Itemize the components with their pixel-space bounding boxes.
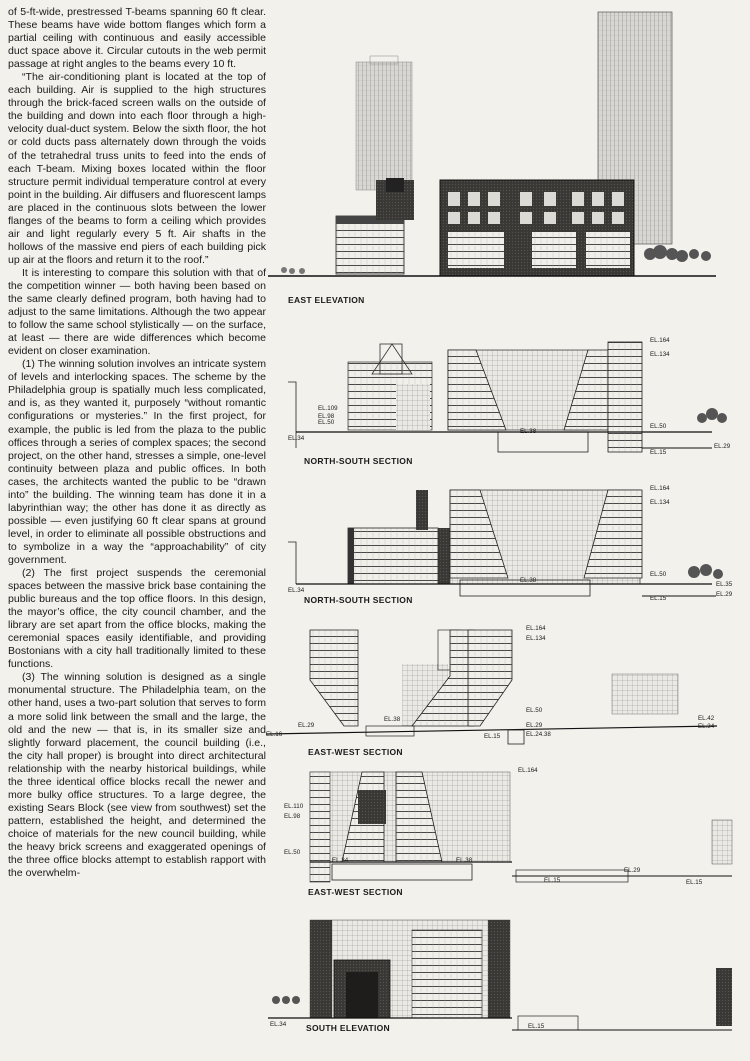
elevation-label: EL.50 xyxy=(318,419,335,426)
elevation-label: EL.15 xyxy=(484,733,501,740)
elevation-label: EL.164 xyxy=(526,625,546,632)
elevation-label: EL.34 xyxy=(332,857,349,864)
elevation-label: EL.164 xyxy=(650,337,670,344)
figure-caption: NORTH-SOUTH SECTION xyxy=(304,595,413,605)
elevation-label: EL.164 xyxy=(650,485,670,492)
article-text xyxy=(8,6,266,880)
elevation-label: EL.134 xyxy=(650,499,670,506)
south-elevation-drawing xyxy=(268,920,732,1033)
elevation-label: EL.134 xyxy=(650,351,670,358)
figure-caption: NORTH-SOUTH SECTION xyxy=(304,456,413,466)
elevation-label: EL.164 xyxy=(518,767,538,774)
elevation-label: EL.50 xyxy=(526,707,543,714)
elevation-label: EL.15 xyxy=(544,877,561,884)
elevation-label: EL.29 xyxy=(716,591,733,598)
elevation-label: EL.34 xyxy=(288,587,305,594)
elevation-label: EL.38 xyxy=(520,577,537,584)
elevation-label: EL.34 xyxy=(270,1021,287,1028)
elevation-label: EL.38 xyxy=(456,857,473,864)
elevation-label: EL.29 xyxy=(526,722,543,729)
figure-caption: EAST ELEVATION xyxy=(288,295,365,305)
paragraph: (3) The winning solution is designed as a single monumental structure. The Philadelphia team, on the other hand, uses a two-part solution that serves to form a more solid link between the small and the large, the old and the new — that is, in its smaller size and slightly forward placement, the council building (i.e., the city hall proper) is brought into direct architectural relationship with the nearby historical buildings, while the three identical office blocks recall the newer and more bulky office structures. To a large degree, the existing Sears Block (see view from southwest) set the pattern, established the height, and determined the choice of materials for the new council building, while the heavy brick screens and exaggerated openings of the three office blocks attempt to establish rapport with the overwhelm- xyxy=(8,671,266,880)
elevation-label: EL.15 xyxy=(650,595,667,602)
north-south-section-2-drawing xyxy=(288,485,733,605)
elevation-label: EL.34 xyxy=(698,723,715,730)
elevation-label: EL.50 xyxy=(650,423,667,430)
elevation-label: EL.15 xyxy=(650,449,667,456)
east-west-section-1-drawing xyxy=(266,625,717,757)
elevation-label: EL.15 xyxy=(528,1023,545,1030)
paragraph: (1) The winning solution involves an intricate system of levels and interlocking spaces. The scheme by the Philadelphia group is spatially much less complicated, and is, as they wanted it, purposely “without romantic configurations or mysteries.” In the first project, for example, the public is led from the plaza to the public offices through a series of complex spaces; the second project, on the other hand, stresses a simple, one-level continuity between plaza and public offices. In both cases, the architects wanted the public to be “drawn into” the building. The winning team has done it in a labyrinthian way; the other has done it as directly as possible — even justifying 60 ft clear spans at ground level, in order to eliminate all possible obstructions and to symbolize in a way the “approachability” of city government. xyxy=(8,358,266,566)
elevation-label: EL.35 xyxy=(716,581,733,588)
elevation-label: EL.34 xyxy=(288,435,305,442)
figure-caption: EAST-WEST SECTION xyxy=(308,887,403,897)
elevation-label: EL.42 xyxy=(698,715,715,722)
east-elevation-drawing xyxy=(268,12,716,305)
architectural-drawings xyxy=(262,0,750,1061)
elevation-label: EL.15 xyxy=(686,879,703,886)
paragraph: (2) The first project suspends the ceremonial spaces between the massive brick base containing the public bureaus and the top office floors. In this design, the mayor’s office, the city council chamber, and the library are set apart from the office blocks, making the ceremonial spaces easily identifiable, and providing Bostonians with a city hall traditionally limited to these functions. xyxy=(8,567,266,671)
elevation-label: EL.109 xyxy=(318,405,338,412)
elevation-label: EL.98 xyxy=(284,813,301,820)
elevation-label: EL.98 xyxy=(318,413,335,420)
elevation-label: EL.134 xyxy=(526,635,546,642)
paragraph: “The air-conditioning plant is located at the top of each building. Air is supplied to the high structures through the brick-faced screen walls on the outside of the building and down into each floor through a high-velocity dual-duct system. Below the sixth floor, the hot or cold ducts pass alternately down through the voids of the tetrahedral truss units to feed into the ends of each T-beam. Mixing boxes located within the floor structure permit individual temperature control at every point in the building. Air diffusers and fluorescent lamps are placed in the continuous slots between the lower flanges of the beams to form a ceiling which provides air and light regularly every 5 ft. Air shafts in the hollows of the massive end piers of each building pick up air at the floors and return it to the roof.” xyxy=(8,71,266,266)
elevation-label: EL.29 xyxy=(714,443,731,450)
elevation-label: EL.38 xyxy=(520,428,537,435)
elevation-label: EL.29 xyxy=(298,722,315,729)
paragraph: It is interesting to compare this solution with that of the competition winner — both having been based on the same clearly defined program, both having had to adjust to the same limitations. Although the two appear to follow the same school stylistically — on the surface, at least — there are wide differences which become evident on closer examination. xyxy=(8,266,266,358)
elevation-label: EL.24.38 xyxy=(526,731,551,738)
elevation-label: EL.29 xyxy=(624,867,641,874)
elevation-label: EL.38 xyxy=(384,716,401,723)
elevation-label: EL.110 xyxy=(284,803,304,810)
east-west-section-2-drawing xyxy=(284,767,732,897)
paragraph: of 5-ft-wide, prestressed T-beams spanning 60 ft clear. These beams have wide bottom flanges which form a partial ceiling with continuous and easily accessible duct space above it. Circular cutouts in the web permit passage at right angles to the beams every 10 ft. xyxy=(8,6,266,71)
drawings-column xyxy=(262,0,750,1061)
north-south-section-1-drawing xyxy=(288,337,731,466)
elevation-label: EL.16 xyxy=(266,731,283,738)
figure-caption: SOUTH ELEVATION xyxy=(306,1023,390,1033)
figure-caption: EAST-WEST SECTION xyxy=(308,747,403,757)
elevation-label: EL.50 xyxy=(650,571,667,578)
elevation-label: EL.50 xyxy=(284,849,301,856)
